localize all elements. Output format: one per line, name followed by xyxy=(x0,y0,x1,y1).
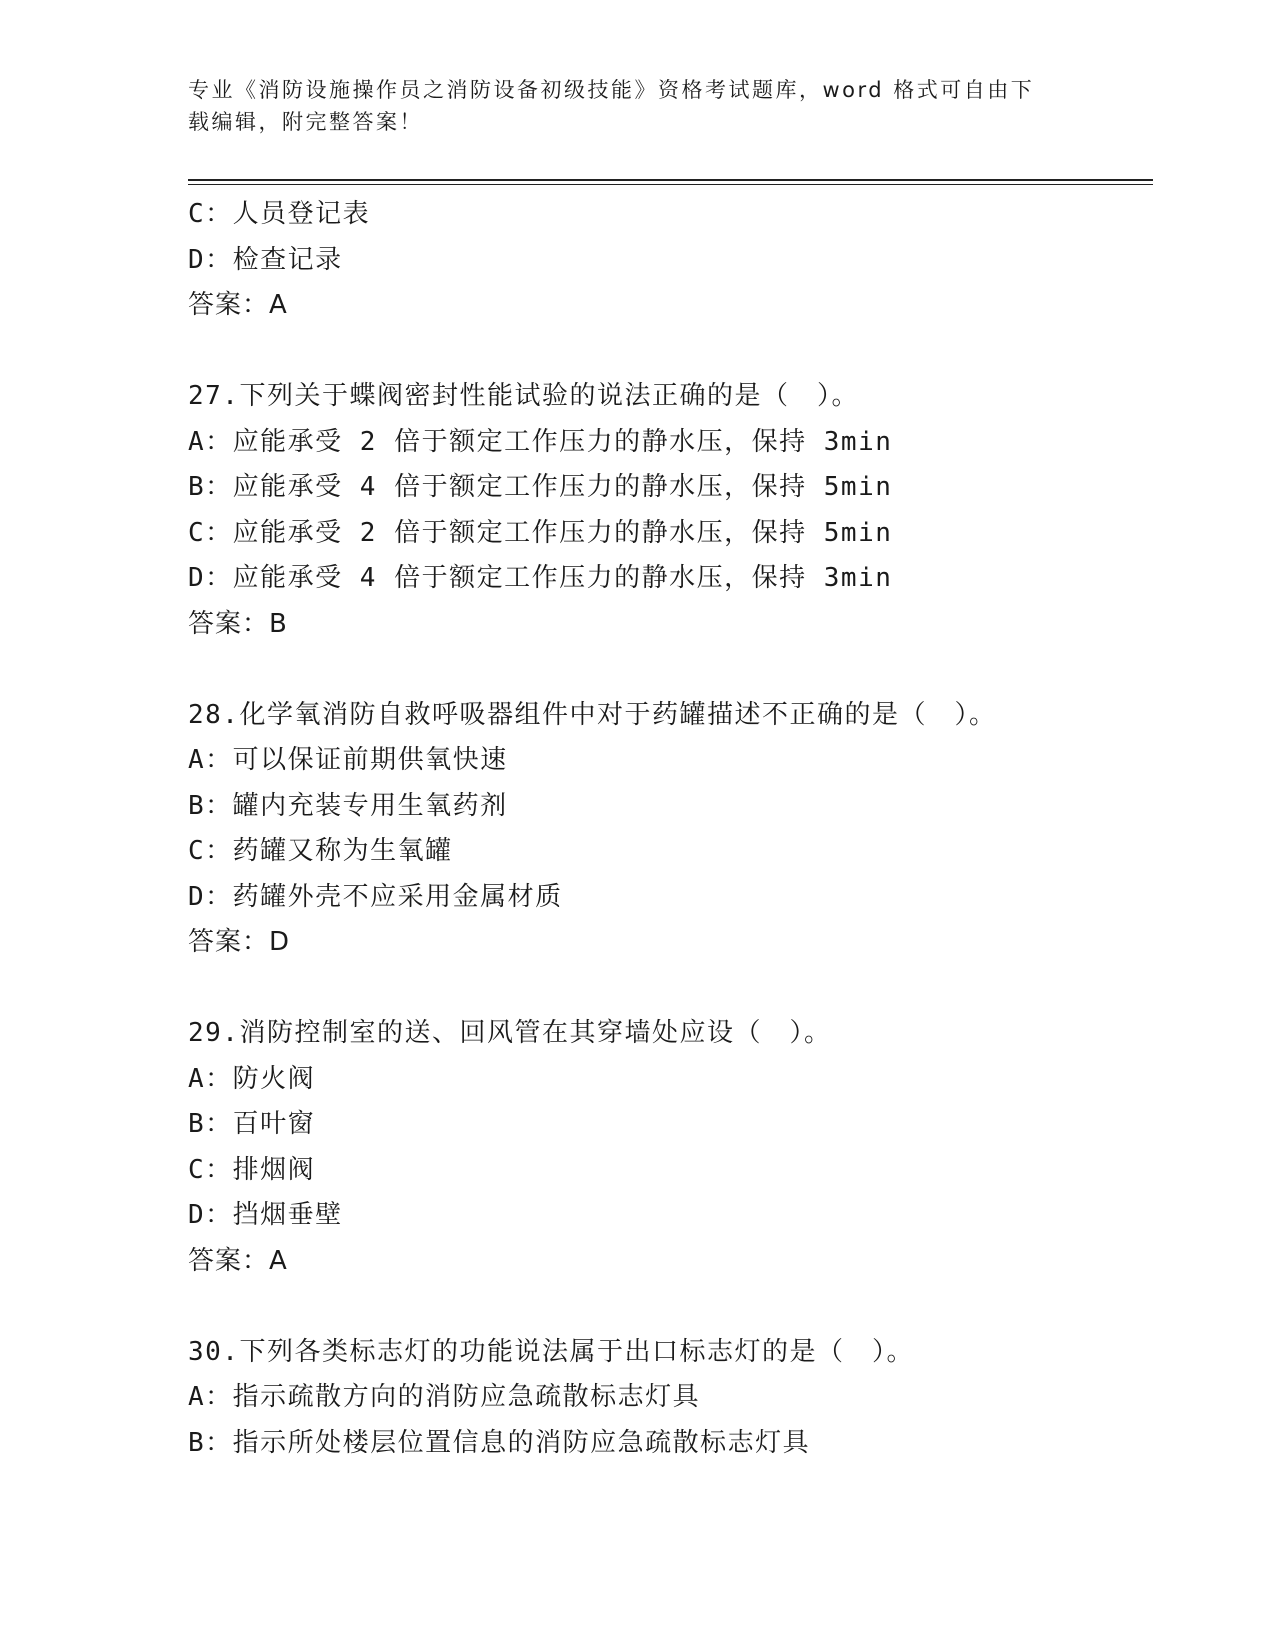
option-a: A：指示疏散方向的消防应急疏散标志灯具 xyxy=(188,1382,701,1412)
question-list xyxy=(188,192,1148,1466)
header-rule-thick xyxy=(188,179,1153,181)
option-a: A：应能承受 2 倍于额定工作压力的静水压，保持 3min xyxy=(188,426,893,457)
question-stem: 27.下列关于蝶阀密封性能试验的说法正确的是（ ）。 xyxy=(188,381,859,411)
option-d: D：应能承受 4 倍于额定工作压力的静水压，保持 3min xyxy=(188,563,893,593)
option-b: B：罐内充装专用生氧药剂 xyxy=(188,790,508,821)
option-c: C：药罐又称为生氧罐 xyxy=(188,836,453,866)
option-a: A：防火阀 xyxy=(188,1063,316,1094)
option-b: B：应能承受 4 倍于额定工作压力的静水压，保持 5min xyxy=(188,472,893,502)
question-stem: 28.化学氧消防自救呼吸器组件中对于药罐描述不正确的是（ ）。 xyxy=(188,699,997,730)
header-line-1: 专业《消防设施操作员之消防设备初级技能》资格考试题库，word 格式可自由下 xyxy=(188,78,1035,102)
option-c: C：排烟阀 xyxy=(188,1154,316,1185)
option-a: A：可以保证前期供氧快速 xyxy=(188,745,508,775)
option-d: D：检查记录 xyxy=(188,244,343,275)
option-b: B：指示所处楼层位置信息的消防应急疏散标志灯具 xyxy=(188,1427,811,1458)
option-c: C：应能承受 2 倍于额定工作压力的静水压，保持 5min xyxy=(188,517,893,548)
header-rule-thin xyxy=(188,184,1153,185)
question-stem: 29.消防控制室的送、回风管在其穿墙处应设（ ）。 xyxy=(188,1018,832,1048)
option-c: C：人员登记表 xyxy=(188,199,371,229)
option-d: D：药罐外壳不应采用金属材质 xyxy=(188,881,563,912)
answer: 答案：A xyxy=(188,290,288,320)
header-line-2: 载编辑，附完整答案！ xyxy=(188,110,423,134)
answer: 答案：D xyxy=(188,927,291,957)
option-b: B：百叶窗 xyxy=(188,1109,316,1139)
question-stem: 30.下列各类标志灯的功能说法属于出口标志灯的是（ ）。 xyxy=(188,1336,914,1367)
answer: 答案：B xyxy=(188,608,288,639)
document-header xyxy=(188,74,1068,138)
answer: 答案：A xyxy=(188,1245,288,1276)
option-d: D：挡烟垂壁 xyxy=(188,1200,343,1230)
